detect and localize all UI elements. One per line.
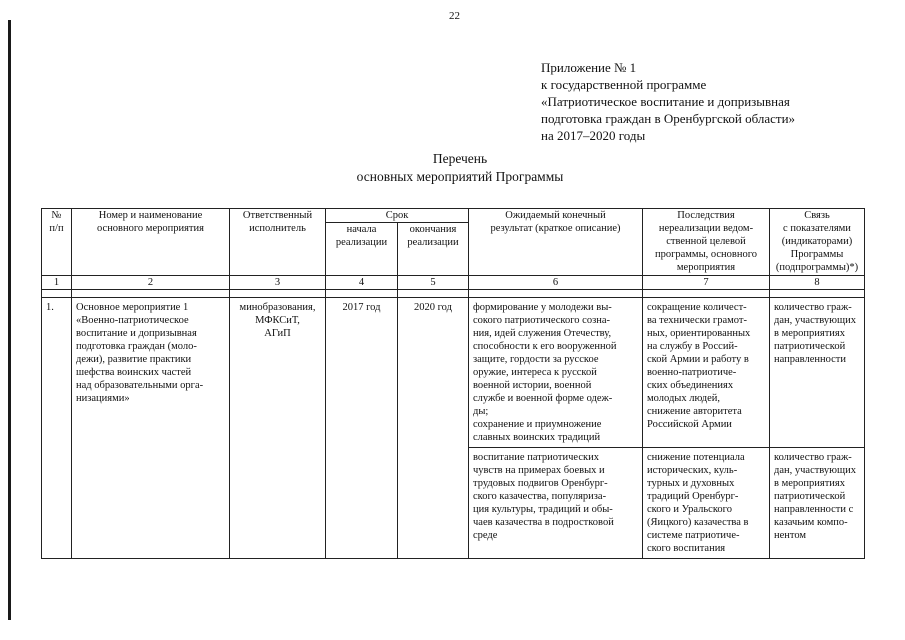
row-link: количество граж- дан, участвующих в мероприятиях патриотической направленности с казачьим компо- нентом: [774, 452, 856, 541]
header-name: Номер и наименование основного мероприятия: [72, 209, 230, 276]
header-link: Связь с показателями (индикаторами) Программы (подпрограммы)*): [770, 209, 865, 276]
header-end: окончания реализации: [398, 223, 469, 276]
row-executor: минобразования, МФКСиТ, АГиП: [239, 302, 316, 339]
row-result: воспитание патриотических чувств на примерах боевых и трудовых подвигов Оренбург- ского казачества, популяриза- ция культуры, традиций и обы- чаев казачества в подростковой среде: [473, 452, 614, 541]
appendix-line: на 2017–2020 годы: [541, 128, 646, 143]
title-line: Перечень: [432, 151, 488, 166]
header-executor: Ответственный исполнитель: [230, 209, 326, 276]
row-name-cell: [72, 298, 230, 559]
header-term: Срок: [326, 209, 469, 223]
page-number: 22: [449, 10, 460, 22]
column-number: 6: [469, 276, 643, 290]
header-row: [42, 209, 865, 223]
row-link: количество граж- дан, участвующих в мероприятиях патриотической направленности: [774, 302, 856, 365]
column-numbers-row: [42, 276, 865, 290]
row-end-cell: [398, 298, 469, 559]
table-row: [42, 298, 865, 448]
row-start: 2017 год: [342, 302, 381, 313]
column-number: 5: [398, 276, 469, 290]
header-consequences: Последствия нереализации ведом- ственной целевой программы, основного мероприятия: [643, 209, 770, 276]
row-link-cell: [770, 298, 865, 448]
document-title: [250, 150, 670, 186]
row-result-cell: [469, 298, 643, 448]
column-number: 2: [72, 276, 230, 290]
scan-edge: [8, 20, 11, 620]
row-result: формирование у молодежи вы- сокого патриотического созна- ния, идей служения Отечеству, способности к его вооруженной защите, гордости за русское оружие, интереса к русской военной истории, военной службе и военной форме одеж- ды; сохранение и приумножение славных воинских традиций: [473, 302, 617, 443]
header-num: № п/п: [42, 209, 72, 276]
column-number: 1: [42, 276, 72, 290]
appendix-line: «Патриотическое воспитание и допризывная: [541, 94, 790, 109]
column-number: 8: [770, 276, 865, 290]
row-consequences-cell: [643, 298, 770, 448]
appendix-line: Приложение № 1: [541, 60, 637, 75]
activities-table: [41, 208, 865, 559]
row-consequences-cell: [643, 448, 770, 559]
spacer-row: [42, 290, 865, 298]
row-name: Основное мероприятие 1 «Военно-патриотическое воспитание и допризывная подготовка граждан (моло- дежи), развитие практики шефства воинских частей над образовательными орга- низациями»: [76, 302, 204, 404]
appendix-line: подготовка граждан в Оренбургской области»: [541, 111, 796, 126]
header-result: Ожидаемый конечный результат (краткое описание): [469, 209, 643, 276]
appendix-line: к государственной программе: [541, 77, 707, 92]
column-number: 4: [326, 276, 398, 290]
header-start: начала реализации: [326, 223, 398, 276]
column-number: 3: [230, 276, 326, 290]
appendix-header: [541, 59, 795, 144]
row-consequences: сокращение количест- ва технически грамот- ных, ориентированных на службу в Россий- ской Армии и работу в военно-патриотиче- ских объединениях молодых людей, снижение авторитета Российской Армии: [647, 302, 751, 430]
row-consequences: снижение потенциала исторических, куль- турных и духовных традиций Оренбург- ского и Уральского (Яицкого) казачества в системе патриотиче- ского воспитания: [647, 452, 749, 554]
row-link-cell: [770, 448, 865, 559]
row-result-cell: [469, 448, 643, 559]
row-end: 2020 год: [414, 302, 452, 313]
title-line: основных мероприятий Программы: [356, 169, 564, 184]
row-num: 1.: [46, 302, 54, 313]
column-number: 7: [643, 276, 770, 290]
row-start-cell: [326, 298, 398, 559]
row-executor-cell: [230, 298, 326, 559]
row-num-cell: [42, 298, 72, 559]
